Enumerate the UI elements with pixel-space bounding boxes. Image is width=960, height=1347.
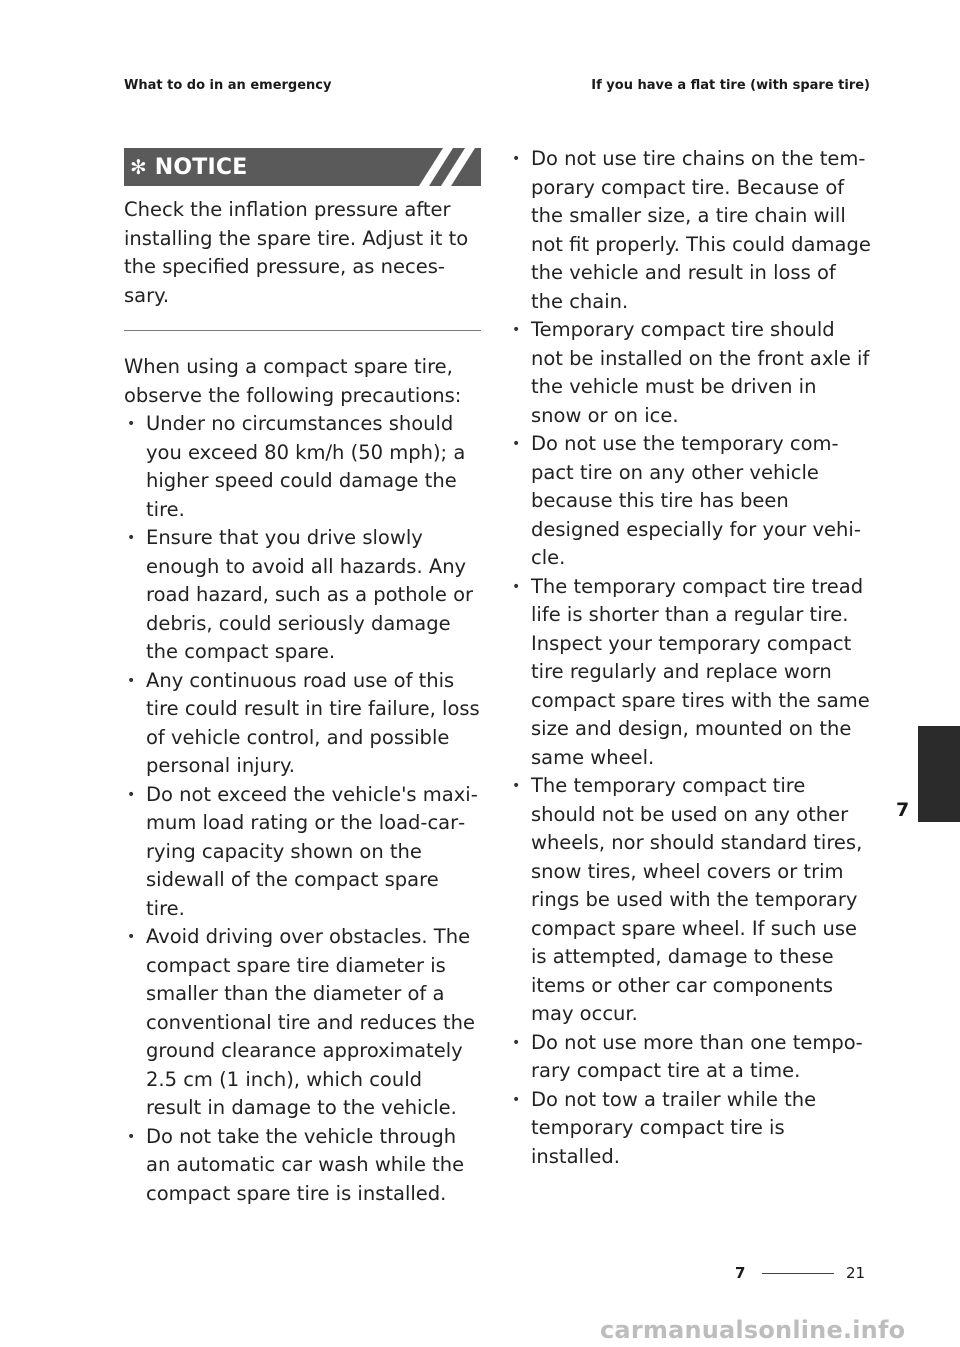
notice-stripes-icon — [419, 148, 481, 186]
chapter-tab — [918, 726, 960, 822]
bullet-icon: • — [512, 151, 521, 167]
footer-divider — [762, 1273, 834, 1274]
bullet-icon: • — [127, 786, 136, 803]
footer-page-number: 21 — [846, 1264, 866, 1282]
asterisk-icon: ✻ — [130, 155, 147, 179]
footer-chapter-number: 7 — [735, 1264, 746, 1282]
bullet-icon: • — [127, 416, 136, 432]
list-item — [124, 410, 481, 524]
list-item — [509, 316, 871, 430]
bullet-icon: • — [512, 778, 521, 794]
bullet-icon: • — [512, 436, 521, 452]
bullet-icon: • — [127, 929, 136, 945]
header-page-title: If you have a flat tire (with spare tire) — [591, 78, 870, 93]
notice-text: Check the inflation pressure after installing the spare tire. Adjust it to the specified pressure, as necessary. — [124, 198, 469, 307]
list-item-text: Avoid driving over obstacles. The compact spare tire diameter is smaller than the diameter of a conventional tire and reduces the ground clearance approximately 2.5 cm (1 inch), which could result in damage to the vehicle. — [146, 925, 475, 1119]
list-item — [509, 573, 871, 773]
list-item — [509, 772, 871, 1029]
notice-title: NOTICE — [154, 154, 248, 180]
list-item-text: Do not use more than one temporary compact tire at a time. — [531, 1030, 863, 1082]
list-item-text: The temporary compact tire should not be used on any other wheels, nor should standard tires, snow tires, wheel covers or trim rings be used with the temporary compact spare wheel. If such use is attempted, damage to these items or other car components may occur. — [531, 774, 863, 1025]
bullet-icon: • — [127, 1128, 136, 1145]
list-item-text: Do not exceed the vehicle's maximum load rating or the load-carrying capacity shown on the sidewall of the compact spare tire. — [146, 782, 478, 920]
intro-paragraph: When using a compact spare tire, observe the following precautions: — [124, 355, 462, 407]
bullet-icon: • — [127, 672, 136, 689]
bullet-icon: • — [512, 322, 521, 338]
header-section-title: What to do in an emergency — [124, 78, 332, 93]
notice-bar — [124, 148, 481, 186]
list-item — [509, 1029, 871, 1086]
list-item — [509, 430, 871, 573]
list-item-text: Temporary compact tire should not be installed on the front axle if the vehicle must be driven in snow or on ice. — [531, 318, 870, 427]
list-item-text: The temporary compact tire tread life is shorter than a regular tire. Inspect your temporary compact tire regularly and replace worn compact spare tires with the same size and design, mounted on the same wheel. — [531, 574, 870, 769]
list-item-text: Do not use the temporary compact tire on any other vehicle because this tire has been designed especially for your vehicle. — [531, 432, 861, 569]
list-item — [124, 923, 481, 1123]
list-item-text: Do not use tire chains on the temporary compact tire. Because of the smaller size, a tire chain will not fit properly. This could damage the vehicle and result in loss of the chain. — [531, 147, 871, 313]
list-item — [124, 667, 481, 781]
right-column — [509, 145, 871, 1171]
list-item-text: Under no circumstances should you exceed 80 km/h (50 mph); a higher speed could damage the tire. — [146, 412, 466, 521]
list-item — [124, 781, 481, 924]
right-bullet-list — [509, 145, 871, 1171]
list-item-text: Ensure that you drive slowly enough to avoid all hazards. Any road hazard, such as a pothole or debris, could seriously damage the compact spare. — [146, 526, 474, 663]
chapter-tab-number: 7 — [896, 799, 910, 821]
list-item — [124, 1123, 481, 1209]
bullet-icon: • — [127, 530, 136, 546]
list-item — [509, 1086, 871, 1172]
left-column — [124, 148, 481, 1208]
left-bullet-list — [124, 410, 481, 1208]
watermark: carmanualsonline.info — [600, 1316, 906, 1344]
list-item-text: Do not take the vehicle through an automatic car wash while the compact spare tire is installed. — [146, 1124, 465, 1205]
list-item-text: Any continuous road use of this tire could result in tire failure, loss of vehicle control, and possible personal injury. — [146, 668, 480, 777]
bullet-icon: • — [512, 1091, 521, 1108]
bullet-icon: • — [512, 578, 521, 595]
list-item-text: Do not tow a trailer while the temporary compact tire is installed. — [531, 1087, 817, 1168]
notice-divider — [124, 330, 481, 331]
list-item — [124, 524, 481, 667]
bullet-icon: • — [512, 1034, 521, 1051]
list-item — [509, 145, 871, 316]
